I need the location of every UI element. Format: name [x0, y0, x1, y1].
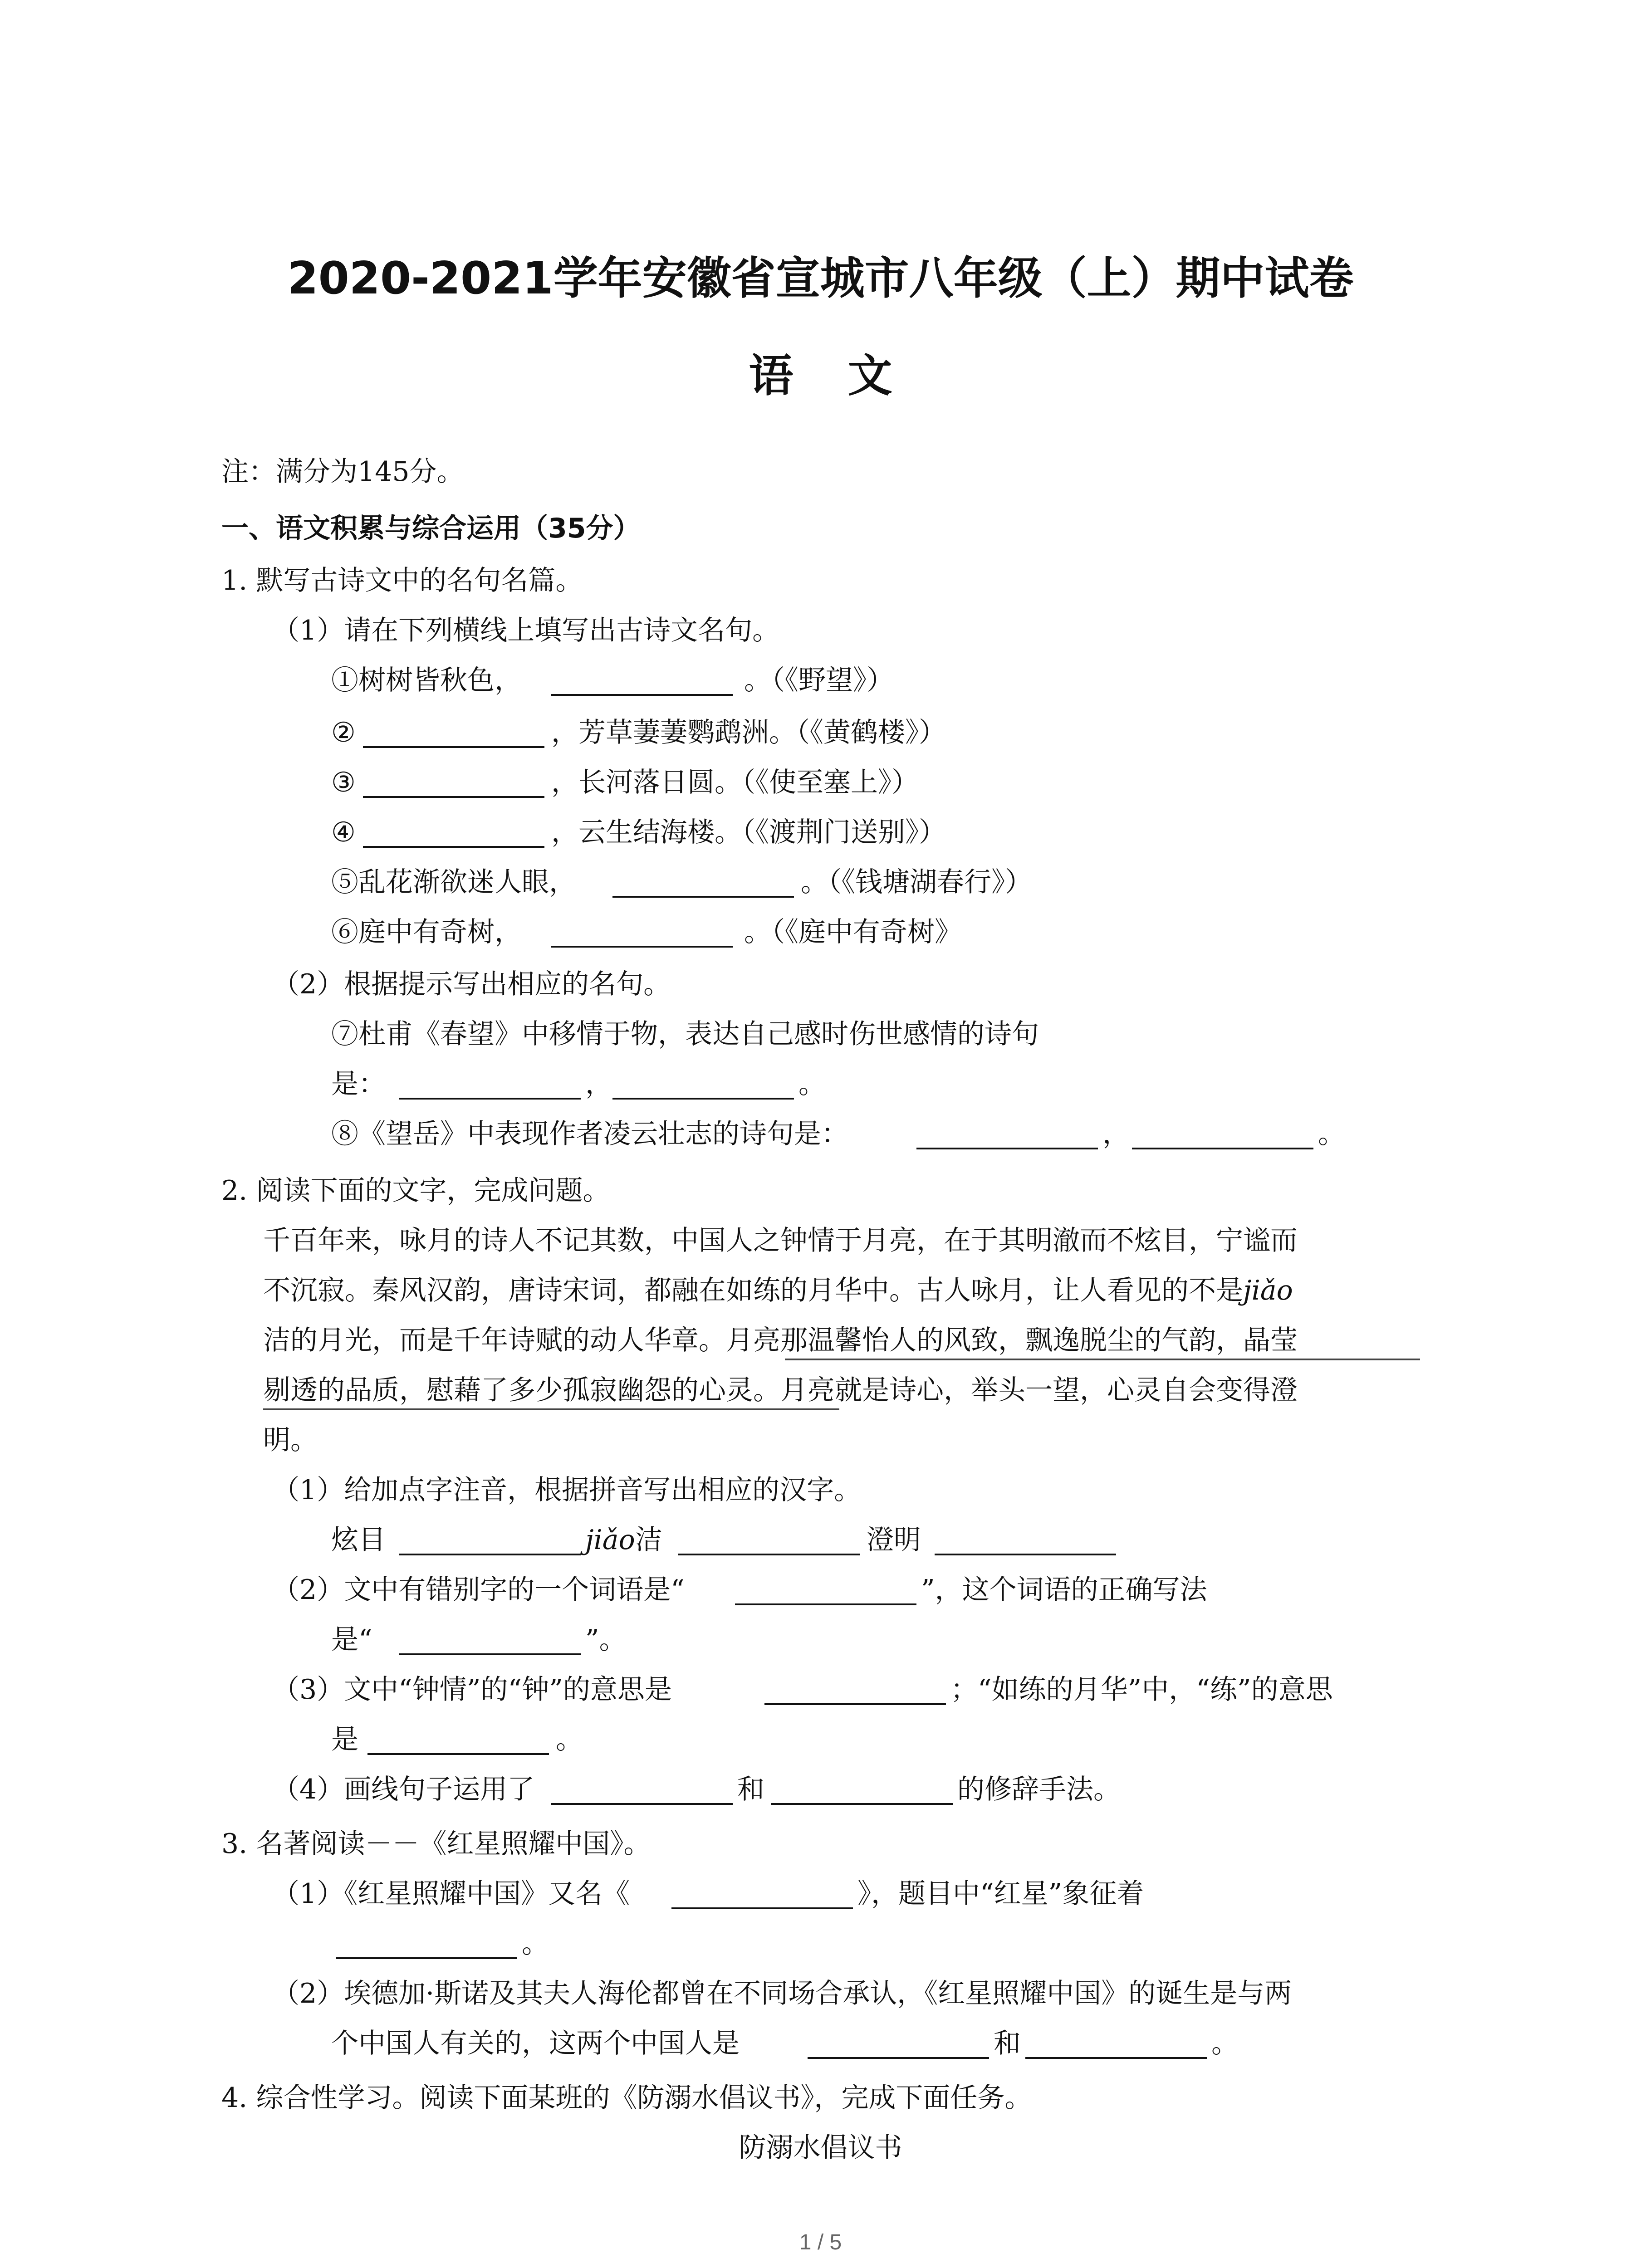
passage-text: 月亮就是诗心，举头一望，心灵自会变得澄	[780, 1374, 1298, 1406]
subject-title: 语文	[749, 350, 947, 402]
question-2-sub-2-text: （2）文中有错别字的一个词语是“	[272, 1574, 685, 1606]
word-2	[585, 1526, 662, 1554]
answer-blank[interactable]	[935, 1554, 1116, 1555]
answer-blank[interactable]	[363, 746, 544, 748]
question-2-sub-2-text: ”，这个词语的正确写法	[921, 1574, 1207, 1606]
item-8-suffix: 。	[1318, 1118, 1345, 1150]
question-2-stem: 2. 阅读下面的文字，完成问题。	[221, 1175, 610, 1207]
question-2-sub-2-text: ”。	[585, 1624, 627, 1656]
answer-blank[interactable]	[399, 1554, 581, 1555]
item-7-prefix: 是：	[331, 1068, 386, 1100]
passage-text: 不沉寂。秦风汉韵，唐诗宋词，都融在如练的月华中。古人咏月，让人看见的不是	[263, 1275, 1243, 1306]
word-1: 炫目	[331, 1524, 386, 1556]
answer-blank[interactable]	[1132, 1148, 1313, 1149]
sentence-underline	[263, 1408, 839, 1410]
section-heading: 一、语文积累与综合运用（35分）	[221, 513, 641, 544]
item-3-prefix: ③	[331, 767, 356, 798]
word-3: 澄明	[867, 1524, 921, 1556]
answer-blank[interactable]	[399, 1653, 581, 1655]
answer-blank[interactable]	[363, 796, 544, 798]
question-1-part-2: （2）根据提示写出相应的名句。	[272, 968, 671, 1000]
proposal-title: 防溺水倡议书	[739, 2132, 902, 2164]
answer-blank[interactable]	[678, 1554, 860, 1555]
answer-blank[interactable]	[916, 1148, 1098, 1149]
item-7-suffix: 。	[798, 1068, 826, 1100]
item-7-separator: ，	[585, 1068, 612, 1100]
item-7-text: ⑦杜甫《春望》中移情于物，表达自己感时伤世感情的诗句	[331, 1018, 1039, 1050]
passage-line-2	[263, 1277, 1293, 1304]
sentence-underline	[785, 1359, 1420, 1360]
question-3-sub-1-text: 。	[522, 1928, 549, 1960]
answer-blank[interactable]	[551, 1803, 733, 1805]
question-2-sub-4-text: 的修辞手法。	[957, 1774, 1121, 1805]
item-8-prefix: ⑧《望岳》中表现作者凌云壮志的诗句是：	[331, 1118, 848, 1150]
underlined-sentence: 月亮那温馨怡人的风致，飘逸脱尘的气韵，晶莹	[726, 1325, 1298, 1356]
item-4-prefix: ④	[331, 816, 356, 848]
question-2-sub-2-text: 是“	[331, 1624, 372, 1656]
answer-blank[interactable]	[612, 896, 794, 898]
passage-line-1: 千百年来，咏月的诗人不记其数，中国人之钟情于月亮，在于其明澈而不炫目，宁谧而	[263, 1225, 1298, 1256]
question-3-sub-1-text: （1）《红星照耀中国》又名《	[272, 1878, 630, 1910]
answer-blank[interactable]	[551, 946, 733, 948]
passage-line-5: 明。	[263, 1424, 318, 1456]
question-2-sub-3-text: （3）文中“钟情”的“钟”的意思是	[272, 1674, 672, 1706]
answer-blank[interactable]	[551, 694, 733, 696]
passage-line-3	[263, 1327, 1298, 1354]
answer-blank[interactable]	[1025, 2057, 1207, 2059]
item-6-prefix: ⑥庭中有奇树，	[331, 916, 522, 948]
question-1-stem: 1. 默写古诗文中的名句名篇。	[221, 565, 583, 596]
item-5-suffix: 。（《钱塘湖春行》）	[801, 866, 1032, 898]
score-note: 注：满分为145分。	[221, 456, 464, 488]
answer-blank[interactable]	[367, 1753, 549, 1755]
question-4-stem: 4. 综合性学习。阅读下面某班的《防溺水倡议书》，完成下面任务。	[221, 2082, 1032, 2114]
question-3-sub-2-text: 。	[1211, 2028, 1239, 2059]
exam-title: 2020-2021学年安徽省宣城市八年级（上）期中试卷	[287, 253, 1354, 304]
question-3-sub-1-text: 》，题目中“红星”象征着	[857, 1878, 1144, 1910]
passage-line-4	[263, 1374, 1298, 1406]
answer-blank[interactable]	[735, 1603, 916, 1605]
question-3-sub-2-text: 个中国人有关的，这两个中国人是	[331, 2028, 740, 2059]
question-2-sub-4-text: 和	[737, 1774, 764, 1805]
question-3-sub-2-text: 和	[994, 2028, 1021, 2059]
question-1-part-1: （1）请在下列横线上填写出古诗文名句。	[272, 615, 780, 646]
answer-blank[interactable]	[336, 1957, 517, 1959]
pinyin-text: jiǎo	[585, 1524, 635, 1556]
question-2-sub-3-text: 。	[556, 1724, 583, 1755]
pinyin-text: jiǎo	[1243, 1275, 1293, 1306]
item-1-suffix: 。（《野望》）	[744, 665, 894, 696]
item-4-suffix: ，云生结海楼。（《渡荆门送别》）	[551, 816, 946, 848]
item-5-prefix: ⑤乱花渐欲迷人眼，	[331, 866, 576, 898]
answer-blank[interactable]	[808, 2057, 989, 2059]
answer-blank[interactable]	[612, 1098, 794, 1100]
item-2-suffix: ，芳草萋萋鹦鹉洲。（《黄鹤楼》）	[551, 717, 946, 748]
question-2-sub-4-text: （4）画线句子运用了	[272, 1774, 535, 1805]
question-2-sub-1: （1）给加点字注音，根据拼音写出相应的汉字。	[272, 1474, 862, 1506]
item-6-suffix: 。（《庭中有奇树》	[744, 916, 962, 948]
word-char: 洁	[635, 1524, 662, 1556]
question-3-stem: 3. 名著阅读－－《红星照耀中国》。	[221, 1828, 651, 1860]
passage-text: 洁的月光，而是千年诗赋的动人华章。	[263, 1325, 726, 1356]
question-2-sub-3-text: 是	[331, 1724, 358, 1755]
question-2-sub-3-text: ；“如练的月华”中，“练”的意思	[950, 1674, 1333, 1706]
question-3-sub-2-text: （2）埃德加·斯诺及其夫人海伦都曾在不同场合承认，《红星照耀中国》的诞生是与两	[272, 1978, 1292, 2009]
answer-blank[interactable]	[399, 1098, 581, 1100]
answer-blank[interactable]	[771, 1803, 953, 1805]
item-1-prefix: ①树树皆秋色，	[331, 665, 522, 696]
page-number: 1 / 5	[799, 2230, 842, 2254]
answer-blank[interactable]	[764, 1703, 946, 1705]
underlined-sentence: 剔透的品质，慰藉了多少孤寂幽怨的心灵。	[263, 1374, 780, 1406]
answer-blank[interactable]	[363, 846, 544, 848]
item-8-separator: ，	[1102, 1118, 1130, 1150]
answer-blank[interactable]	[671, 1907, 853, 1909]
item-2-prefix: ②	[331, 717, 356, 748]
item-3-suffix: ，长河落日圆。（《使至塞上》）	[551, 767, 919, 798]
